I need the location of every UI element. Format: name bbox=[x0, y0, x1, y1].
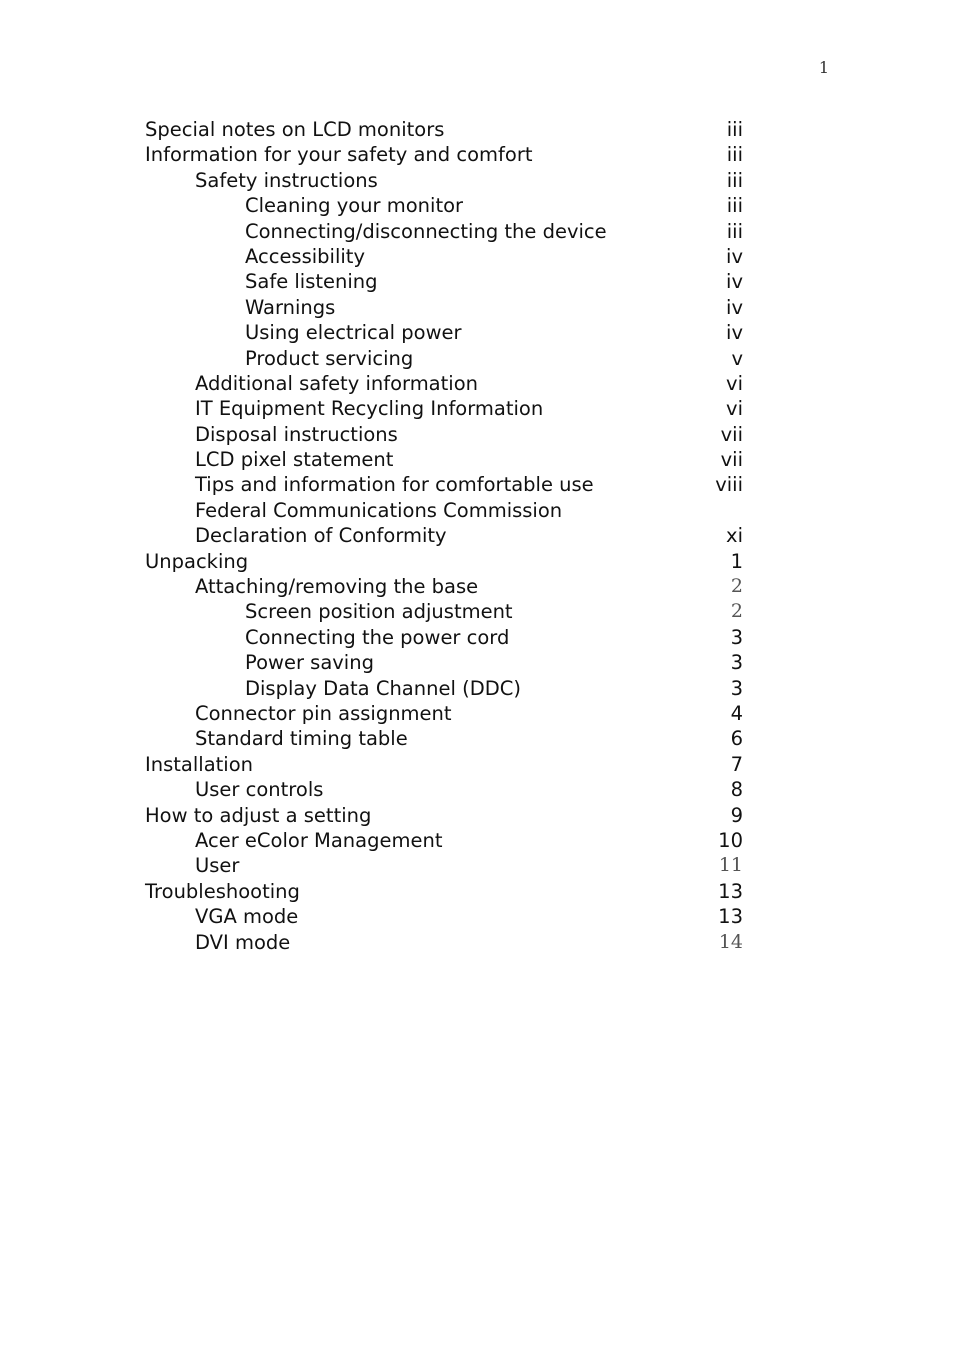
toc-entry[interactable] bbox=[145, 422, 743, 447]
toc-entry-page-number: vii bbox=[720, 448, 743, 472]
toc-entry-page-number: iv bbox=[726, 270, 743, 294]
toc-entry-title: Tips and information for comfortable use bbox=[195, 473, 594, 497]
toc-entry[interactable] bbox=[145, 904, 743, 929]
toc-entry-page-number: 3 bbox=[730, 651, 743, 675]
toc-entry-page-number: vii bbox=[720, 422, 743, 446]
toc-entry[interactable] bbox=[145, 142, 743, 167]
toc-entry-page-number: iv bbox=[726, 295, 743, 319]
toc-entry[interactable] bbox=[145, 396, 743, 421]
toc-entry-title: LCD pixel statement bbox=[195, 448, 394, 472]
toc-entry[interactable] bbox=[145, 853, 743, 878]
toc-entry-title: Warnings bbox=[245, 295, 336, 319]
toc-entry-page-number: iii bbox=[726, 194, 743, 218]
toc-entry[interactable] bbox=[145, 193, 743, 218]
toc-entry-page-number: 2 bbox=[730, 600, 743, 623]
toc-entry-title: Cleaning your monitor bbox=[245, 194, 464, 218]
toc-entry-title: Unpacking bbox=[145, 549, 249, 573]
toc-entry-title: Additional safety information bbox=[195, 371, 478, 395]
toc-entry-title: Connecting/disconnecting the device bbox=[245, 219, 607, 243]
toc-entry-title: Connector pin assignment bbox=[195, 701, 452, 725]
toc-entry[interactable] bbox=[145, 803, 743, 828]
toc-entry[interactable] bbox=[145, 219, 743, 244]
toc-entry-page-number: iii bbox=[726, 143, 743, 167]
toc-entry-page-number: 11 bbox=[718, 854, 743, 877]
toc-entry-title: Screen position adjustment bbox=[245, 600, 513, 624]
toc-entry-page-number: iv bbox=[726, 321, 743, 345]
toc-entry[interactable] bbox=[145, 117, 743, 142]
toc-entry-title: Connecting the power cord bbox=[245, 625, 510, 649]
toc-entry[interactable] bbox=[145, 269, 743, 294]
toc-entry-title: How to adjust a setting bbox=[145, 803, 372, 827]
toc-entry[interactable] bbox=[145, 295, 743, 320]
toc-entry[interactable] bbox=[145, 930, 743, 955]
toc-entry-title: Installation bbox=[145, 752, 254, 776]
toc-entry-title: Display Data Channel (DDC) bbox=[245, 676, 521, 700]
toc-entry-page-number: iii bbox=[726, 168, 743, 192]
toc-entry-title: Information for your safety and comfort bbox=[145, 143, 533, 167]
toc-entry[interactable] bbox=[145, 726, 743, 751]
toc-entry-page-number: 8 bbox=[730, 778, 743, 802]
toc-entry-title: Accessibility bbox=[245, 244, 365, 268]
toc-entry-page-number: 6 bbox=[730, 727, 743, 751]
toc-entry-page-number: 9 bbox=[730, 803, 743, 827]
toc-entry[interactable] bbox=[145, 447, 743, 472]
toc-entry-title: Troubleshooting bbox=[145, 879, 300, 903]
toc-entry-page-number: 7 bbox=[730, 752, 743, 776]
toc-entry-page-number: 14 bbox=[718, 930, 743, 953]
toc-entry-page-number: iii bbox=[726, 219, 743, 243]
toc-entry-title: DVI mode bbox=[195, 930, 291, 954]
toc-entry-page-number: 2 bbox=[730, 575, 743, 598]
toc-entry[interactable] bbox=[145, 752, 743, 777]
toc-entry-title: VGA mode bbox=[195, 905, 299, 929]
toc-entry[interactable] bbox=[145, 371, 743, 396]
toc-entry[interactable] bbox=[145, 498, 743, 523]
toc-entry-page-number: 3 bbox=[730, 676, 743, 700]
toc-entry-page-number: v bbox=[731, 346, 743, 370]
toc-entry-title: User controls bbox=[195, 778, 324, 802]
toc-entry-page-number: 13 bbox=[718, 879, 743, 903]
toc-entry-title: User bbox=[195, 854, 240, 878]
page-number: 1 bbox=[818, 58, 830, 77]
toc-entry-page-number: vi bbox=[726, 371, 743, 395]
toc-entry-page-number: iv bbox=[726, 244, 743, 268]
toc-entry[interactable] bbox=[145, 346, 743, 371]
toc-entry-page-number: 4 bbox=[730, 701, 743, 725]
toc-entry-title: Disposal instructions bbox=[195, 422, 398, 446]
toc-entry-title: Power saving bbox=[245, 651, 374, 675]
toc-entry[interactable] bbox=[145, 777, 743, 802]
toc-entry-page-number: vi bbox=[726, 397, 743, 421]
toc-entry-title: IT Equipment Recycling Information bbox=[195, 397, 544, 421]
table-of-contents bbox=[145, 117, 743, 955]
toc-entry[interactable] bbox=[145, 549, 743, 574]
toc-entry-page-number: iii bbox=[726, 118, 743, 141]
toc-entry[interactable] bbox=[145, 650, 743, 675]
toc-entry-page-number: xi bbox=[726, 524, 743, 548]
toc-entry[interactable] bbox=[145, 676, 743, 701]
toc-entry-title: Federal Communications Commission bbox=[195, 498, 563, 522]
toc-entry-page-number: 10 bbox=[718, 828, 743, 852]
toc-entry[interactable] bbox=[145, 828, 743, 853]
toc-entry-page-number: 1 bbox=[730, 549, 743, 573]
toc-entry[interactable] bbox=[145, 879, 743, 904]
toc-entry[interactable] bbox=[145, 472, 743, 497]
toc-entry-title: Safety instructions bbox=[195, 168, 378, 192]
toc-entry[interactable] bbox=[145, 244, 743, 269]
toc-entry[interactable] bbox=[145, 168, 743, 193]
toc-entry-title: Declaration of Conformity bbox=[195, 524, 447, 548]
toc-entry[interactable] bbox=[145, 599, 743, 624]
toc-entry[interactable] bbox=[145, 701, 743, 726]
toc-entry-title: Safe listening bbox=[245, 270, 378, 294]
toc-entry-page-number: viii bbox=[715, 473, 743, 497]
toc-entry-title: Special notes on LCD monitors bbox=[145, 118, 445, 141]
toc-entry-page-number: 13 bbox=[718, 905, 743, 929]
toc-entry[interactable] bbox=[145, 523, 743, 548]
toc-entry[interactable] bbox=[145, 625, 743, 650]
toc-entry-title: Attaching/removing the base bbox=[195, 575, 479, 599]
toc-entry-title: Standard timing table bbox=[195, 727, 408, 751]
toc-entry-page-number: 3 bbox=[730, 625, 743, 649]
toc-entry-title: Product servicing bbox=[245, 346, 414, 370]
toc-entry[interactable] bbox=[145, 574, 743, 599]
toc-entry-title: Acer eColor Management bbox=[195, 828, 443, 852]
toc-entry-title: Using electrical power bbox=[245, 321, 462, 345]
toc-entry[interactable] bbox=[145, 320, 743, 345]
